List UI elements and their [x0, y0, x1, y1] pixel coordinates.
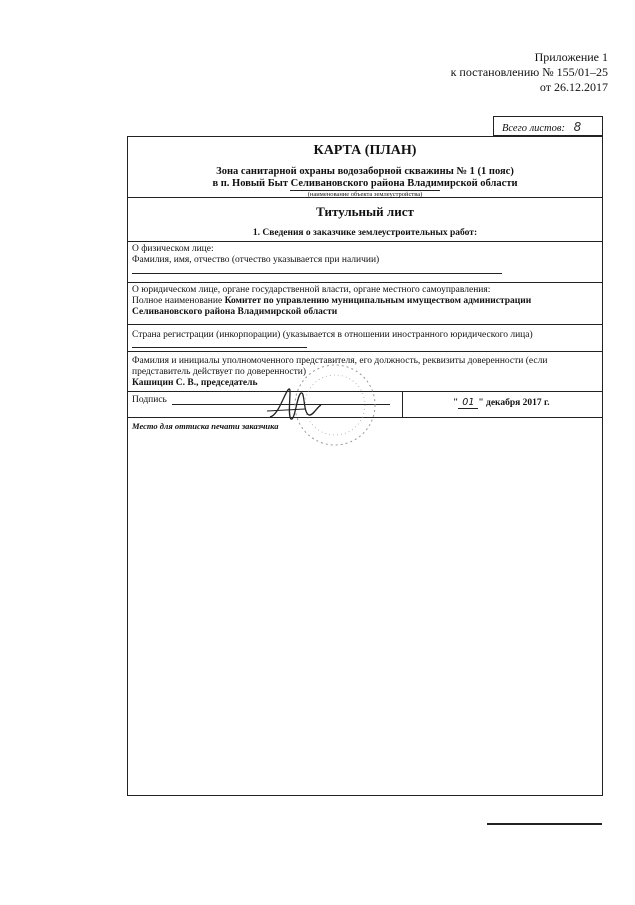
total-sheets-value: 8 [573, 120, 582, 134]
country-fill-line [132, 347, 307, 348]
legal-entity-name-prefix: Полное наименование [132, 296, 225, 306]
object-name-caption: (наименование объекта землеустройства) [290, 190, 440, 199]
country-section [128, 325, 602, 352]
bottom-rule [487, 823, 602, 825]
legal-entity-name-value-2: Селивановского района Владимирской области [132, 307, 338, 317]
date-quote-open: " [453, 398, 459, 408]
title-sheet-heading-section [128, 198, 602, 242]
title-sheet-form [127, 136, 603, 796]
legal-entity-name-value-1: Комитет по управлению муниципальным имуществом администрации [224, 296, 532, 306]
physical-person-section [128, 242, 602, 283]
appendix-line-3: от 26.12.2017 [539, 80, 608, 94]
map-title-section [128, 137, 602, 198]
appendix-line-1: Приложение 1 [534, 50, 608, 64]
physical-person-label: О физическом лице: [132, 244, 214, 254]
representative-label: Фамилия и инициалы уполномоченного представителя, его должность, реквизиты доверенности (если представитель действует по доверенности) [132, 356, 548, 377]
object-name-line-2: в п. Новый Быт Селивановского района Владимирской области [212, 178, 518, 189]
appendix-line-2: к постановлению № 155/01–25 [450, 65, 608, 79]
signature-label: Подпись [132, 395, 167, 405]
total-sheets-box [493, 116, 603, 136]
customer-info-heading: 1. Сведения о заказчике землеустроительных работ: [252, 228, 478, 238]
signature-date-cell [403, 392, 602, 417]
country-label: Страна регистрации (инкорпорации) (указывается в отношении иностранного юридического лица) [132, 330, 533, 340]
map-title: КАРТА (ПЛАН) [313, 143, 417, 158]
object-name-line-1: Зона санитарной охраны водозаборной скважины № 1 (1 пояс) [216, 166, 514, 177]
appendix-header [451, 50, 608, 95]
signature-scribble [265, 385, 325, 425]
representative-value: Кашицин С. В., председатель [132, 378, 258, 388]
legal-entity-name [132, 296, 598, 307]
physical-person-fill-line [132, 273, 502, 274]
signature-date-rest: декабря 2017 г. [486, 398, 550, 408]
physical-person-field-label: Фамилия, имя, отчество (отчество указывается при наличии) [132, 255, 380, 265]
seal-place-note: Место для оттиска печати заказчика [132, 421, 279, 431]
date-quote-close: " [478, 398, 484, 408]
legal-entity-section [128, 283, 602, 325]
title-sheet-heading: Титульный лист [316, 204, 414, 219]
total-sheets-label: Всего листов: [502, 123, 565, 134]
signature-date-day: 01 [458, 397, 478, 409]
legal-entity-label: О юридическом лице, органе государственной власти, органе местного самоуправления: [132, 285, 491, 295]
